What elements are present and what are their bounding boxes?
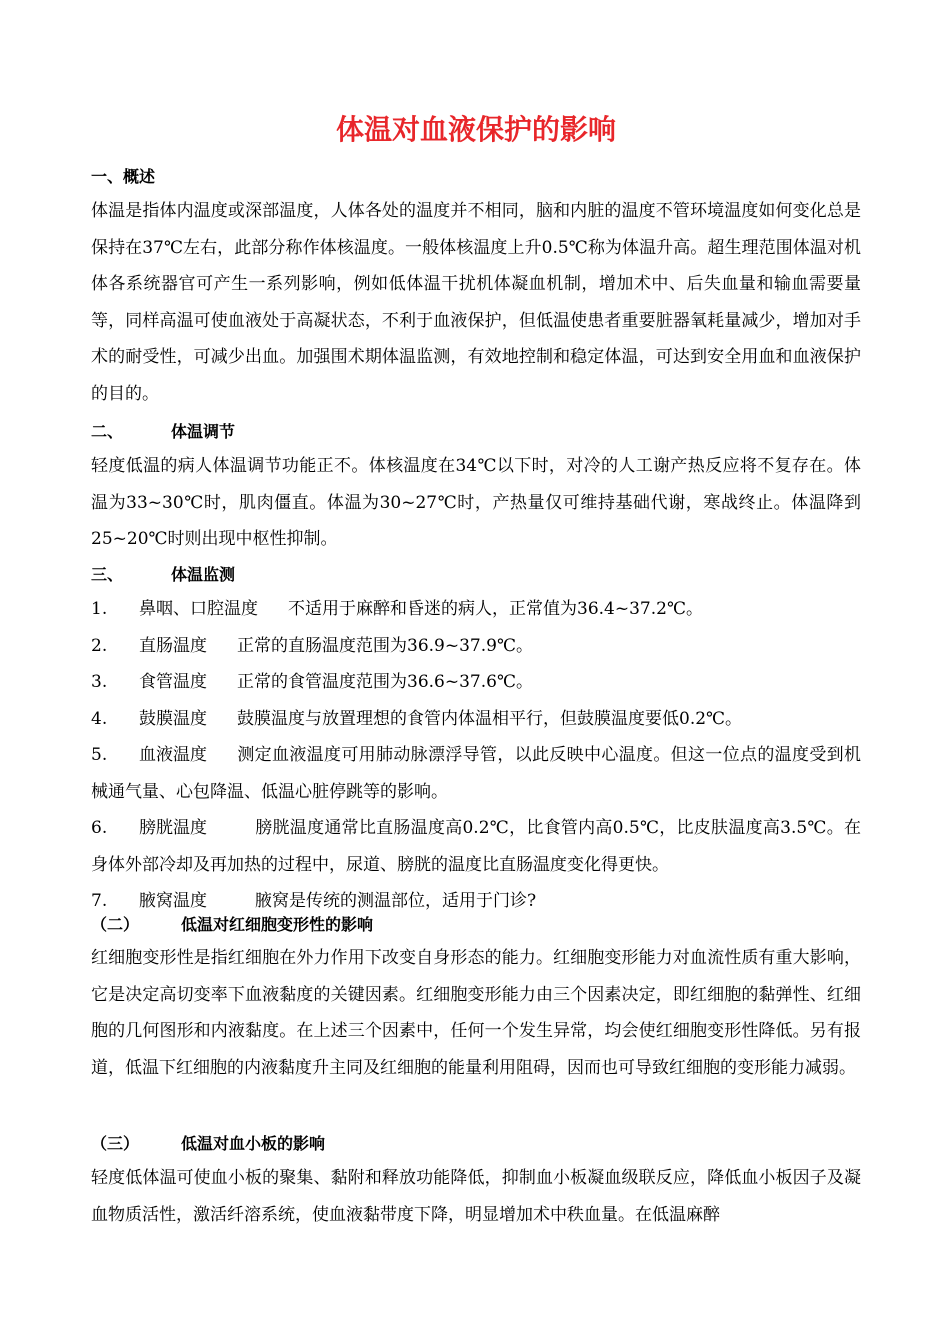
section-number: 二、 <box>91 422 124 441</box>
section-overview-body <box>91 193 861 412</box>
paragraph: 轻度低体温可使血小板的聚集、黏附和释放功能降低，抑制血小板凝血级联反应，降低血小板因子及凝血物质活性，激活纤溶系统，使血液黏带度下降，明显增加术中秩血量。在低温麻醉 <box>91 1168 861 1225</box>
monitoring-list <box>91 591 861 920</box>
section-overview <box>91 166 861 188</box>
section-heading: 低温对血小板的影响 <box>181 1134 326 1153</box>
document-title: 体温对血液保护的影响 <box>335 113 616 146</box>
section-rbc <box>91 914 861 936</box>
list-item: 2. 直肠温度 正常的直肠温度范围为36.9~37.9℃。 <box>91 635 533 656</box>
paragraph: 体温是指体内温度或深部温度，人体各处的温度并不相同，脑和内脏的温度不管环境温度如何变化总是保持在37℃左右，此部分称作体核温度。一般体核温度上升0.5℃称为体温升高。超生理范围体温对机体各系统器官可产生一系列影响，例如低体温干扰机体凝血机制，增加术中、后失血量和输血需要量等，同样高温可使血液处于高凝状态，不利于血液保护，但低温使患者重要脏器氧耗量减少，增加对手术的耐受性，可减少出血。加强围术期体温监测，有效地控制和稳定体温，可达到安全用血和血液保护的目的。 <box>91 201 861 404</box>
section-regulation <box>91 421 861 443</box>
section-heading: 一、概述 <box>91 167 156 186</box>
list-item: 3. 食管温度 正常的食管温度范围为36.6~37.6℃。 <box>91 672 533 692</box>
section-heading: 低温对红细胞变形性的影响 <box>181 915 374 934</box>
section-rbc-body <box>91 940 861 1086</box>
section-number: 三、 <box>91 565 124 584</box>
section-heading: 体温监测 <box>171 565 236 584</box>
section-heading: 体温调节 <box>171 422 236 441</box>
paragraph: 红细胞变形性是指红细胞在外力作用下改变自身形态的能力。红细胞变形能力对血流性质有重大影响，它是决定高切变率下血液黏度的关键因素。红细胞变形能力由三个因素决定，即红细胞的黏弹性、红细胞的几何图形和内液黏度。在上述三个因素中，任何一个发生异常，均会使红细胞变形性降低。另有报道，低温下红细胞的内液黏度升主同及红细胞的能量利用阻碍，因而也可导致红细胞的变形能力减弱。 <box>91 948 861 1078</box>
list-item: 6. 膀胱温度 膀胱温度通常比直肠温度高0.2℃，比食管内高0.5℃，比皮肤温度高3.5℃。在身体外部冷却及再加热的过程中，尿道、膀胱的温度比直肠温度变化得更快。 <box>91 818 861 875</box>
paragraph: 轻度低温的病人体温调节功能正不。体核温度在34℃以下时，对冷的人工谢产热反应将不复存在。体温为33~30℃时，肌肉僵直。体温为30~27℃时，产热量仅可维持基础代谢，寒战终止。体温降到25~20℃时则出现中枢性抑制。 <box>91 456 861 549</box>
list-item: 4. 鼓膜温度 鼓膜温度与放置理想的食管内体温相平行，但鼓膜温度要低0.2℃。 <box>91 708 743 729</box>
section-platelet <box>91 1133 861 1155</box>
section-number: （三） <box>91 1134 140 1153</box>
list-item: 5. 血液温度 测定血液温度可用肺动脉漂浮导管，以此反映中心温度。但这一位点的温度受到机械通气量、心包降温、低温心脏停跳等的影响。 <box>91 745 861 802</box>
section-number: （二） <box>91 915 140 934</box>
section-monitoring <box>91 564 861 586</box>
section-regulation-body <box>91 448 861 558</box>
list-item: 7. 腋窝温度 腋窝是传统的测温部位，适用于门诊? <box>91 891 537 911</box>
section-platelet-body <box>91 1160 861 1233</box>
list-item: 1. 鼻咽、口腔温度 不适用于麻醉和昏迷的病人，正常值为36.4~37.2℃。 <box>91 599 703 619</box>
